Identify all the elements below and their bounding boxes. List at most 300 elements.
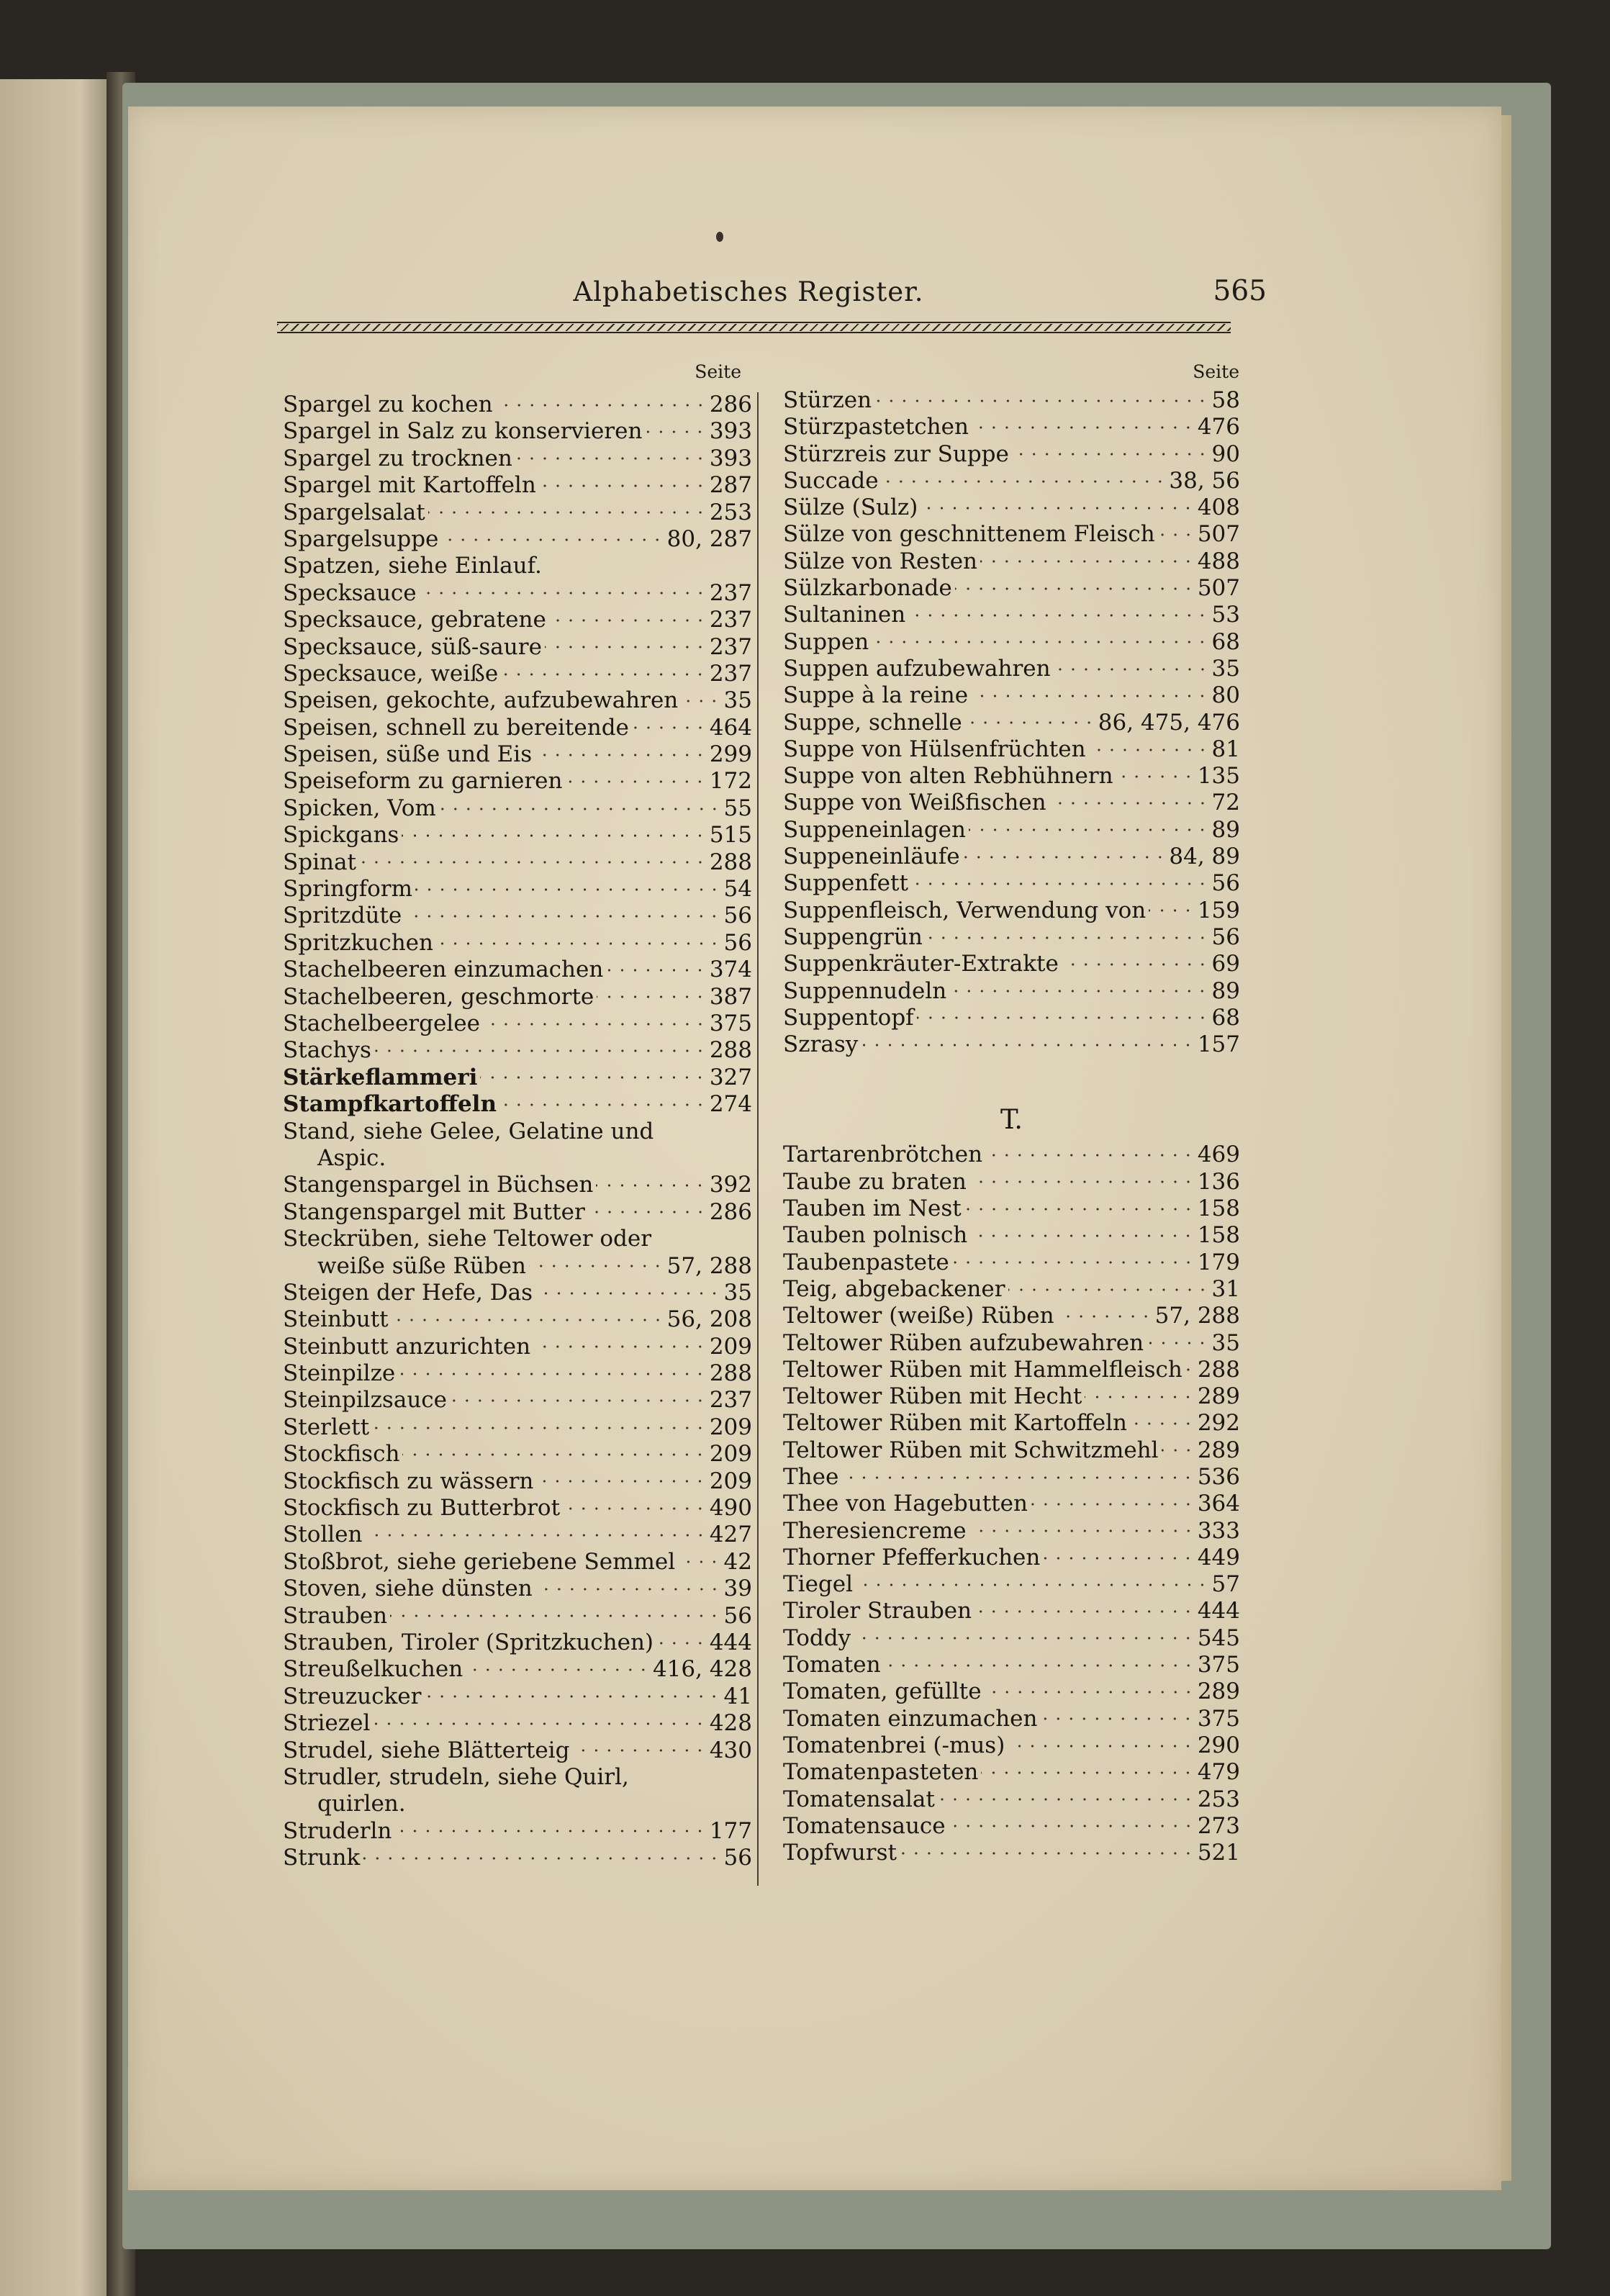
entry-page-number: 56, 208 [666, 1306, 752, 1333]
index-entry [283, 687, 752, 714]
entry-term: Aspic. [317, 1144, 386, 1171]
entry-term: Springform [283, 876, 412, 903]
dot-leader [392, 1319, 664, 1321]
entry-page-number: 286 [709, 1198, 752, 1225]
dot-leader [515, 457, 707, 460]
dot-leader [398, 1373, 707, 1375]
entry-term: Sultaninen [783, 602, 906, 628]
index-entry [283, 1037, 752, 1064]
index-entry [783, 1222, 1240, 1249]
entry-term: Speiseform zu garnieren [283, 768, 563, 795]
entry-page-number: 387 [709, 983, 752, 1010]
entry-term: Steckrüben, siehe Teltower oder [283, 1226, 652, 1252]
entry-term: Spritzdüte [283, 903, 402, 929]
entry-term: Tomaten [783, 1652, 881, 1678]
entry-page-number: 253 [1197, 1786, 1240, 1812]
index-entry [783, 682, 1240, 709]
index-entry [783, 1169, 1240, 1196]
dot-leader [908, 614, 1208, 617]
index-entry [783, 898, 1240, 924]
entry-term: Sülzkarbonade [783, 575, 952, 602]
entry-page-number: 56 [1211, 870, 1240, 897]
entry-page-number: 299 [709, 741, 752, 768]
index-entry [783, 1249, 1240, 1276]
entry-term: Stockfisch zu Butterbrot [283, 1495, 561, 1522]
entry-page-number: 416, 428 [652, 1656, 752, 1683]
entry-page-number: 209 [709, 1468, 752, 1494]
index-entry [783, 629, 1240, 656]
entry-term: Teig, abgebackener [783, 1275, 1005, 1302]
index-entry [283, 1683, 752, 1710]
index-entry [283, 1441, 752, 1468]
dot-leader [1116, 775, 1195, 778]
entry-page-number: 56 [1211, 923, 1240, 950]
entry-page-number: 41 [723, 1683, 752, 1709]
index-entry [283, 1791, 752, 1817]
entry-term: Suppe à la reine [783, 682, 969, 709]
entry-term: Thee [783, 1463, 839, 1490]
index-entry [283, 580, 752, 607]
ornamental-rule [277, 322, 1231, 333]
dot-leader [917, 1016, 1209, 1019]
dot-leader [374, 1049, 707, 1052]
index-entry [283, 1226, 752, 1252]
entry-page-number: 289 [1197, 1437, 1240, 1463]
entry-page-number: 69 [1211, 951, 1240, 977]
entry-page-number: 136 [1197, 1168, 1240, 1195]
index-entry [283, 849, 752, 876]
dot-leader [938, 1798, 1195, 1801]
entry-page-number: 364 [1197, 1491, 1240, 1517]
entry-page-number: 469 [1197, 1142, 1240, 1168]
dot-leader [415, 888, 721, 891]
entry-page-number: 209 [709, 1414, 752, 1440]
entry-page-number: 72 [1211, 790, 1240, 816]
index-entry [783, 656, 1240, 682]
entry-term: Tomatenpasteten [783, 1759, 979, 1786]
entry-term: Thee von Hagebutten [783, 1491, 1028, 1517]
entry-term: Suppe von alten Rebhühnern [783, 763, 1113, 790]
entry-page-number: 42 [723, 1548, 752, 1575]
entry-page-number: 289 [1197, 1383, 1240, 1410]
entry-page-number: 515 [709, 822, 752, 849]
dot-leader [1147, 1342, 1209, 1344]
entry-page-number: 68 [1211, 628, 1240, 655]
dot-leader [535, 754, 707, 756]
dot-leader [949, 1825, 1195, 1827]
entry-term: Tauben im Nest [783, 1196, 962, 1222]
index-entry [283, 500, 752, 526]
ink-spot [716, 232, 723, 242]
index-section-s [783, 387, 1240, 1058]
entry-page-number: 81 [1211, 736, 1240, 762]
entry-page-number: 286 [709, 392, 752, 417]
dot-leader [1149, 909, 1195, 912]
entry-page-number: 288 [1197, 1356, 1240, 1383]
entry-term: Spargelsalat [283, 499, 425, 525]
index-entry [783, 870, 1240, 897]
index-entry [283, 1630, 752, 1656]
entry-term: Suppenkräuter-Extrakte [783, 951, 1059, 977]
entry-term: Stachys [283, 1037, 371, 1064]
entry-term: Theresiencreme [783, 1517, 967, 1544]
index-entry [783, 414, 1240, 440]
dot-leader [563, 1507, 707, 1510]
dot-leader [606, 969, 707, 972]
entry-term: Struderln [283, 1817, 392, 1844]
entry-term: Spargel zu kochen [283, 392, 493, 417]
dot-leader [596, 1184, 706, 1187]
entry-page-number: 57 [1211, 1571, 1240, 1598]
entry-term: Sülze (Sulz) [783, 494, 918, 521]
entry-term: Suppen aufzubewahren [783, 655, 1051, 682]
entry-term: Suppengrün [783, 923, 923, 950]
entry-term: Tomatensauce [783, 1812, 946, 1839]
entry-page-number: 393 [709, 445, 752, 471]
index-entry [783, 1545, 1240, 1571]
entry-page-number: 288 [709, 1037, 752, 1064]
entry-term: Tomaten, gefüllte [783, 1678, 982, 1705]
entry-page-number: 253 [709, 499, 752, 525]
entry-term: Spinat [283, 849, 356, 875]
index-entry [283, 1199, 752, 1226]
index-entry [783, 1437, 1240, 1464]
entry-page-number: 237 [709, 579, 752, 606]
entry-page-number: 273 [1197, 1812, 1240, 1839]
entry-page-number: 56 [723, 1602, 752, 1629]
index-entry [783, 602, 1240, 628]
dot-leader [359, 861, 707, 864]
index-entry [283, 1172, 752, 1198]
index-entry [783, 1303, 1240, 1329]
dot-leader [1040, 1717, 1194, 1720]
dot-leader [970, 1234, 1195, 1237]
column-divider [757, 392, 759, 1886]
entry-term: Suppe von Hülsenfrüchten [783, 736, 1086, 762]
entry-page-number: 159 [1197, 897, 1240, 923]
dot-leader [969, 1529, 1195, 1532]
entry-term: Szrasy [783, 1031, 859, 1058]
entry-page-number: 84, 89 [1169, 844, 1240, 870]
dot-leader [1054, 668, 1209, 671]
entry-term: Strudel, siehe Blätterteig [283, 1737, 570, 1763]
dot-leader [971, 695, 1208, 697]
entry-term: Speisen, gekochte, aufzubewahren [283, 687, 679, 714]
index-entry [283, 1414, 752, 1441]
entry-page-number: 444 [1197, 1598, 1240, 1624]
entry-term: Suppeneinläufe [783, 844, 960, 870]
entry-term: Suppenfleisch, Verwendung von [783, 897, 1147, 923]
dot-leader [841, 1476, 1194, 1479]
entry-term: Stand, siehe Gelee, Gelatine und [283, 1118, 654, 1144]
index-entry [283, 392, 752, 418]
index-entry [783, 1196, 1240, 1222]
index-entry [783, 790, 1240, 816]
entry-term: Teltower Rüben aufzubewahren [783, 1329, 1144, 1356]
entry-page-number: 444 [709, 1629, 752, 1655]
dot-leader [980, 560, 1195, 563]
entry-term: quirlen. [317, 1791, 406, 1817]
entry-page-number: 490 [709, 1495, 752, 1522]
dot-leader [985, 1154, 1195, 1157]
entry-term: Tiroler Strauben [783, 1598, 972, 1624]
index-entry [283, 1603, 752, 1630]
dot-leader [565, 780, 706, 783]
entry-page-number: 393 [709, 418, 752, 445]
entry-page-number: 408 [1197, 494, 1240, 521]
entry-page-number: 289 [1197, 1678, 1240, 1705]
index-entry [283, 526, 752, 553]
index-entry [783, 494, 1240, 521]
entry-page-number: 89 [1211, 816, 1240, 843]
entry-page-number: 374 [709, 957, 752, 983]
index-entry [783, 763, 1240, 790]
entry-page-number: 464 [709, 714, 752, 741]
entry-term: Suppentopf [783, 1004, 914, 1031]
dot-leader [539, 484, 707, 487]
entry-page-number: 90 [1211, 440, 1240, 467]
entry-page-number: 56 [723, 929, 752, 956]
dot-leader [424, 1695, 720, 1698]
entry-term: Teltower Rüben mit Hammelfleisch [783, 1356, 1182, 1383]
index-entry [283, 903, 752, 929]
entry-term: Teltower Rüben mit Kartoffeln [783, 1410, 1127, 1437]
entry-page-number: 392 [709, 1172, 752, 1198]
entry-page-number: 428 [709, 1710, 752, 1737]
index-entry [283, 930, 752, 957]
dot-leader [963, 856, 1167, 859]
dot-leader [1185, 1368, 1195, 1371]
entry-term: Taubenpastete [783, 1249, 949, 1275]
index-entry [283, 984, 752, 1011]
index-entry [283, 1118, 752, 1145]
entry-page-number: 56 [723, 1845, 752, 1871]
dot-leader [480, 1076, 706, 1079]
entry-page-number: 449 [1197, 1544, 1240, 1570]
index-entry [283, 607, 752, 633]
dot-leader [969, 1180, 1195, 1183]
entry-page-number: 488 [1197, 548, 1240, 574]
running-title: Alphabetisches Register. [573, 276, 924, 307]
index-entry [283, 1656, 752, 1683]
dot-leader [402, 1453, 706, 1456]
index-entry [783, 736, 1240, 763]
index-entry [783, 710, 1240, 736]
dot-leader [404, 915, 720, 918]
entry-page-number: 209 [709, 1441, 752, 1468]
entry-term: Stürzreis zur Suppe [783, 440, 1009, 467]
entry-page-number: 57, 288 [1154, 1303, 1240, 1329]
entry-term: Steigen der Hefe, Das [283, 1279, 533, 1306]
index-entry [283, 553, 752, 579]
dot-leader [972, 426, 1195, 429]
index-entry [783, 1383, 1240, 1410]
entry-term: Spargelsuppe [283, 525, 439, 552]
index-section-t [783, 1142, 1240, 1866]
entry-page-number: 476 [1197, 414, 1240, 440]
index-entry [783, 1031, 1240, 1058]
dot-leader [1062, 963, 1209, 966]
index-entry [783, 1732, 1240, 1759]
entry-term: Striezel [283, 1710, 371, 1737]
dot-leader [501, 673, 707, 676]
entry-term: Steinbutt anzurichten [283, 1333, 531, 1360]
entry-term: Steinpilzsauce [283, 1387, 447, 1414]
index-entry [283, 1334, 752, 1360]
dot-leader [874, 399, 1208, 402]
dot-leader [549, 619, 707, 622]
entry-term: Strunk [283, 1845, 361, 1871]
entry-term: Stürzpastetchen [783, 414, 969, 440]
dot-leader [926, 936, 1209, 939]
index-entry [283, 1011, 752, 1037]
entry-term: Suppe, schnelle [783, 709, 962, 736]
dot-leader [1158, 533, 1195, 536]
index-entry [783, 1706, 1240, 1732]
dot-leader [952, 1261, 1195, 1264]
index-entry [783, 1410, 1240, 1437]
entry-page-number: 179 [1197, 1249, 1240, 1275]
index-entry [783, 1598, 1240, 1624]
entry-term: Tartarenbrötchen [783, 1142, 983, 1168]
dot-leader [535, 1588, 721, 1591]
entry-term: Tiegel [783, 1571, 854, 1598]
dot-leader [985, 1691, 1195, 1694]
entry-term: Suppe von Weißfischen [783, 790, 1046, 816]
dot-leader [428, 511, 707, 514]
dot-leader [1043, 1557, 1194, 1560]
entry-term: Toddy [783, 1624, 851, 1651]
entry-page-number: 53 [1211, 602, 1240, 628]
entry-page-number: 536 [1197, 1463, 1240, 1490]
entry-term: Spargel mit Kartoffeln [283, 472, 536, 499]
dot-leader [402, 834, 706, 837]
entry-page-number: 68 [1211, 1004, 1240, 1031]
dot-leader [439, 808, 721, 810]
index-entry [283, 1468, 752, 1495]
entry-page-number: 86, 475, 476 [1098, 709, 1240, 736]
index-entry [283, 768, 752, 795]
entry-term: Speisen, süße und Eis [283, 741, 533, 768]
index-entry [783, 1518, 1240, 1545]
dot-leader [981, 1771, 1194, 1774]
index-entry [283, 957, 752, 983]
entry-term: Stockfisch [283, 1441, 400, 1468]
entry-term: Sterlett [283, 1414, 370, 1440]
dot-leader [1012, 453, 1209, 456]
entry-page-number: 292 [1197, 1410, 1240, 1437]
entry-term: Strauben [283, 1602, 388, 1629]
entry-term: Teltower (weiße) Rüben [783, 1303, 1054, 1329]
entry-page-number: 35 [723, 1279, 752, 1306]
dot-leader [678, 1560, 720, 1563]
entry-page-number: 288 [709, 1360, 752, 1387]
entry-term: Spargel in Salz zu konservieren [283, 418, 643, 445]
entry-term: Stollen [283, 1522, 363, 1548]
dot-leader [856, 1583, 1209, 1586]
entry-page-number: 56 [723, 903, 752, 929]
dot-leader [529, 1265, 664, 1267]
dot-leader [363, 1857, 720, 1860]
entry-page-number: 39 [723, 1576, 752, 1602]
dot-leader [1031, 1503, 1195, 1506]
entry-term: Spritzkuchen [283, 929, 433, 956]
index-entry [283, 1737, 752, 1764]
entry-term: Streuzucker [283, 1683, 422, 1709]
entry-page-number: 507 [1197, 575, 1240, 602]
entry-page-number: 545 [1197, 1624, 1240, 1651]
entry-page-number: 521 [1197, 1840, 1240, 1866]
entry-term: Steinpilze [283, 1360, 396, 1387]
index-entry [783, 1276, 1240, 1303]
index-entry [283, 1576, 752, 1602]
dot-leader [496, 404, 707, 407]
dot-leader [949, 990, 1208, 993]
index-entry [283, 1710, 752, 1737]
entry-term: Strauben, Tiroler (Spritzkuchen) [283, 1629, 654, 1655]
entry-term: Stürzen [783, 387, 872, 413]
entry-page-number: 237 [709, 633, 752, 660]
entry-term: Teltower Rüben mit Hecht [783, 1383, 1082, 1410]
entry-term: Suppenfett [783, 870, 908, 897]
entry-term: Speisen, schnell zu bereitende [283, 714, 629, 741]
dot-leader [900, 1852, 1195, 1855]
entry-term: Spargel zu trocknen [283, 445, 512, 471]
index-column-left [283, 392, 752, 1871]
column-heading-left: Seite [695, 361, 741, 382]
index-entry [283, 795, 752, 822]
index-entry [783, 978, 1240, 1005]
entry-page-number: 287 [709, 472, 752, 499]
dot-leader [1130, 1422, 1195, 1425]
dot-leader [861, 1044, 1195, 1047]
entry-page-number: 237 [709, 1387, 752, 1414]
dot-leader [911, 882, 1209, 885]
dot-leader [372, 1427, 707, 1429]
facing-page-edge [0, 79, 115, 2296]
dot-leader [466, 1668, 650, 1671]
index-entry [783, 1491, 1240, 1517]
section-gap [783, 1058, 1240, 1087]
entry-page-number: 89 [1211, 977, 1240, 1004]
entry-term: Stachelbeeren einzumachen [283, 957, 604, 983]
entry-page-number: 157 [1197, 1031, 1240, 1058]
entry-page-number: 58 [1211, 387, 1240, 413]
entry-page-number: 38, 56 [1169, 467, 1240, 494]
index-entry [783, 441, 1240, 468]
dot-leader [632, 726, 707, 729]
dot-leader [955, 587, 1195, 590]
entry-term: Tomatensalat [783, 1786, 935, 1812]
entry-page-number: 80, 287 [666, 525, 752, 552]
dot-leader [436, 942, 721, 945]
entry-term: Specksauce, süß-saure [283, 633, 542, 660]
entry-page-number: 290 [1197, 1732, 1240, 1758]
dot-leader [969, 828, 1209, 831]
dot-leader [533, 1345, 707, 1348]
index-entry [783, 817, 1240, 844]
dot-leader [535, 1292, 721, 1295]
entry-term: Suppeneinlagen [783, 816, 966, 843]
index-entry [783, 1840, 1240, 1866]
entry-page-number: 135 [1197, 763, 1240, 790]
entry-page-number: 55 [723, 795, 752, 821]
dot-leader [872, 641, 1208, 643]
entry-term: Steinbutt [283, 1306, 389, 1333]
entry-term: Stachelbeergelee [283, 1010, 480, 1036]
entry-term: Stangenspargel in Büchsen [283, 1172, 594, 1198]
entry-page-number: 31 [1211, 1275, 1240, 1302]
